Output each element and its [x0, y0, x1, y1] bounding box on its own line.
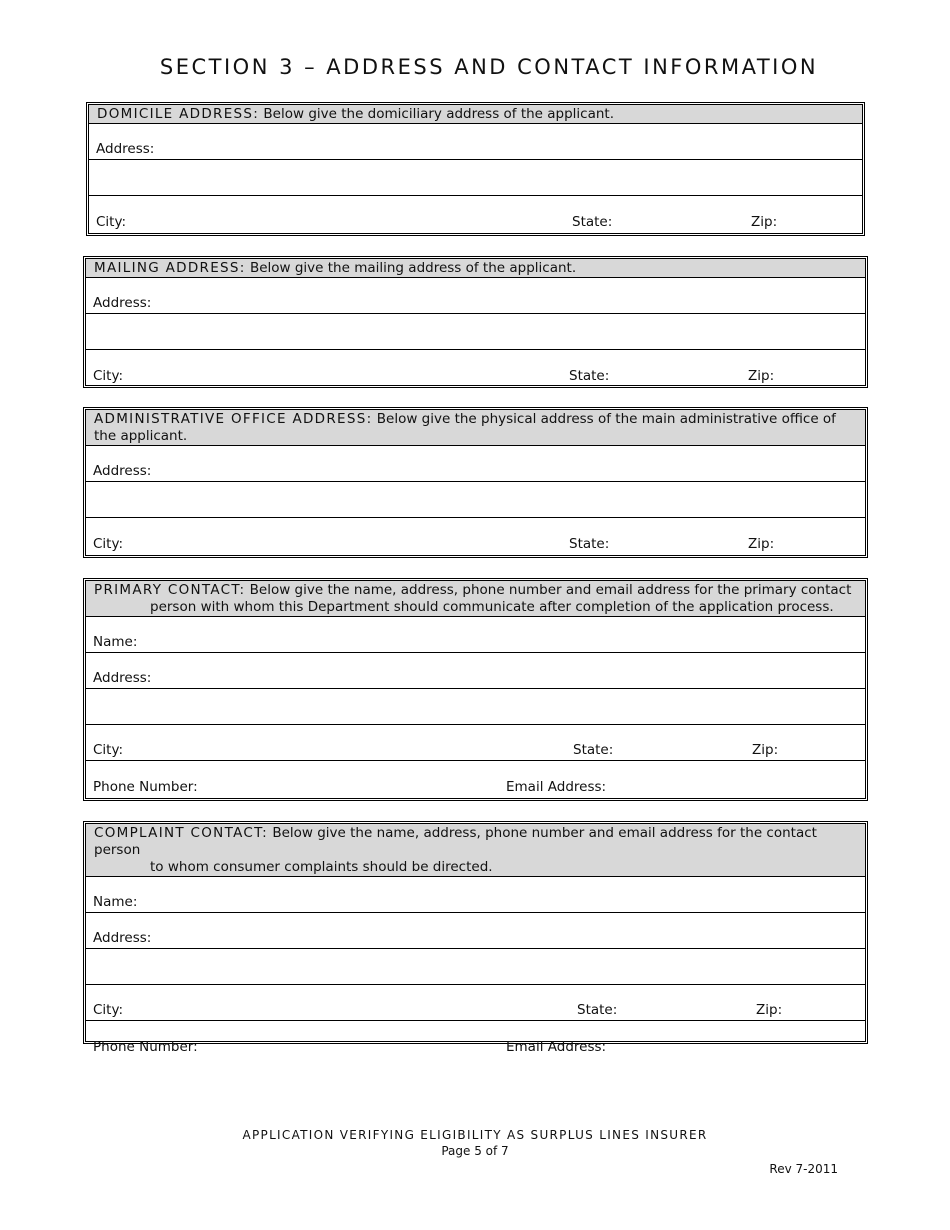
address-line-2-field[interactable]: [86, 314, 865, 350]
city-label: City:: [93, 742, 124, 758]
section-header: [86, 259, 865, 278]
phone-label: Phone Number:: [93, 779, 198, 795]
zip-label: Zip:: [751, 214, 778, 230]
section-caption: COMPLAINT CONTACT:: [94, 825, 269, 841]
email-label: Email Address:: [506, 1039, 607, 1055]
zip-label: Zip:: [756, 1002, 783, 1018]
state-label: State:: [572, 214, 613, 230]
address-field[interactable]: [86, 653, 865, 689]
city-state-zip-row[interactable]: [86, 518, 865, 554]
phone-email-row[interactable]: [86, 761, 865, 797]
name-label: Name:: [93, 894, 138, 910]
section-description-continued: to whom consumer complaints should be directed.: [150, 859, 493, 875]
complaint-contact-section: [83, 821, 868, 1055]
address-field[interactable]: [86, 913, 865, 949]
zip-label: Zip:: [752, 742, 779, 758]
form-title: APPLICATION VERIFYING ELIGIBILITY AS SURPLUS LINES INSURER: [242, 1128, 708, 1142]
section-header: [89, 105, 862, 124]
section-description-continued: person with whom this Department should communicate after completion of the application process.: [150, 599, 834, 615]
address-line-2-field[interactable]: [86, 689, 865, 725]
zip-label: Zip:: [748, 368, 775, 384]
section-header: [86, 410, 865, 446]
page-number: Page 5 of 7: [441, 1144, 509, 1158]
section-header: [86, 824, 865, 877]
address-label: Address:: [96, 141, 155, 157]
city-state-zip-row[interactable]: [86, 725, 865, 761]
address-field[interactable]: [86, 446, 865, 482]
address-label: Address:: [93, 463, 152, 479]
administrative-office-address-section: [83, 407, 868, 558]
section-caption: PRIMARY CONTACT:: [94, 582, 246, 598]
page-title: SECTION 3 – ADDRESS AND CONTACT INFORMATION: [159, 55, 819, 79]
city-state-zip-row[interactable]: [89, 196, 862, 232]
revision-date: Rev 7-2011: [769, 1162, 838, 1176]
address-label: Address:: [93, 670, 152, 686]
address-line-2-field[interactable]: [86, 949, 865, 985]
page-footer: [0, 1127, 950, 1159]
section-description: Below give the name, address, phone number and email address for the contact person: [94, 825, 817, 858]
mailing-address-section: [83, 256, 868, 388]
name-field[interactable]: [86, 877, 865, 913]
address-label: Address:: [93, 930, 152, 946]
city-label: City:: [93, 1002, 124, 1018]
section-caption: ADMINISTRATIVE OFFICE ADDRESS:: [94, 411, 373, 427]
section-caption: MAILING ADDRESS:: [94, 260, 246, 276]
address-line-2-field[interactable]: [89, 160, 862, 196]
section-description: Below give the domiciliary address of the applicant.: [263, 106, 615, 122]
state-label: State:: [569, 368, 610, 384]
domicile-address-section: [86, 102, 865, 236]
address-field[interactable]: [86, 278, 865, 314]
address-field[interactable]: [89, 124, 862, 160]
address-line-2-field[interactable]: [86, 482, 865, 518]
phone-email-row[interactable]: [86, 1021, 865, 1057]
phone-label: Phone Number:: [93, 1039, 198, 1055]
state-label: State:: [569, 536, 610, 552]
city-state-zip-row[interactable]: [86, 985, 865, 1021]
address-label: Address:: [93, 295, 152, 311]
state-label: State:: [577, 1002, 618, 1018]
email-label: Email Address:: [506, 779, 607, 795]
zip-label: Zip:: [748, 536, 775, 552]
state-label: State:: [573, 742, 614, 758]
city-label: City:: [93, 536, 124, 552]
name-field[interactable]: [86, 617, 865, 653]
primary-contact-section: [83, 578, 868, 801]
section-caption: DOMICILE ADDRESS:: [97, 106, 260, 122]
section-header: [86, 581, 865, 617]
city-label: City:: [93, 368, 124, 384]
section-description: Below give the name, address, phone number and email address for the primary contact: [249, 582, 852, 598]
city-state-zip-row[interactable]: [86, 350, 865, 386]
name-label: Name:: [93, 634, 138, 650]
city-label: City:: [96, 214, 127, 230]
section-description: Below give the mailing address of the applicant.: [249, 260, 577, 276]
section-description: Below give the physical address of the main administrative office of the applicant.: [94, 411, 836, 444]
